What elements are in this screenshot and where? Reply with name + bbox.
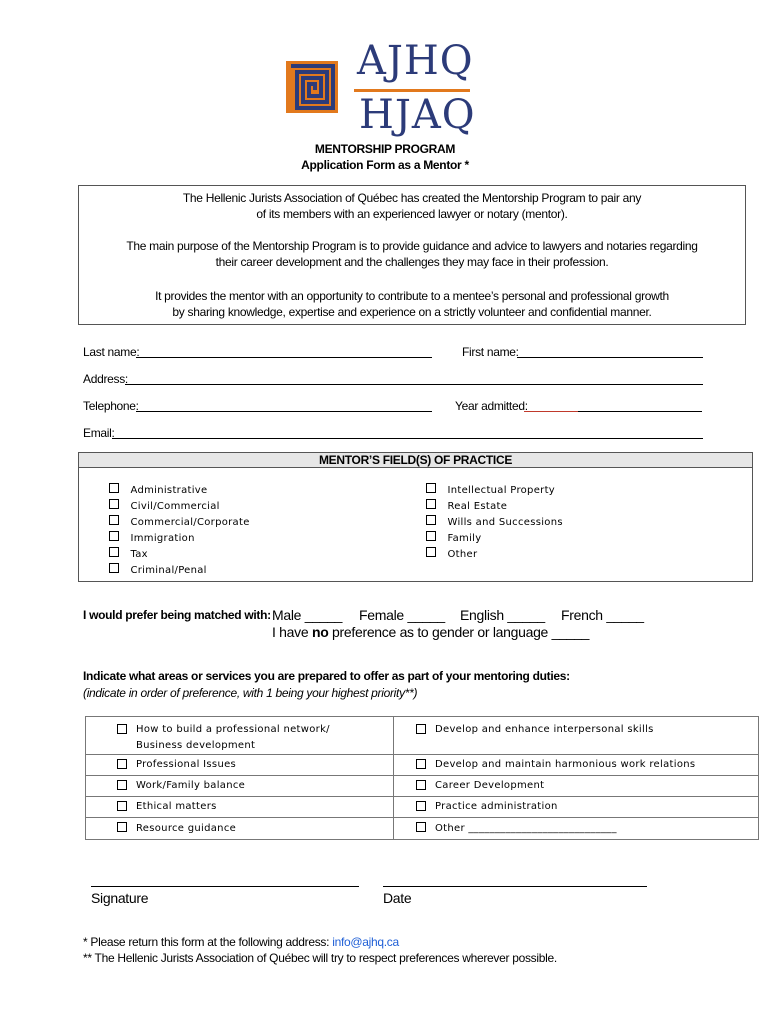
checkbox[interactable] [109,499,119,509]
practice-option-immigration[interactable]: Immigration [109,531,195,547]
checkbox[interactable] [117,724,127,734]
checkbox[interactable] [416,801,426,811]
duty-cell-work-family[interactable]: Work/Family balance [86,776,394,797]
practice-option-civil[interactable]: Civil/Commercial [109,499,220,515]
duty-cell-professional-issues[interactable]: Professional Issues [86,755,394,776]
practice-option-wills[interactable]: Wills and Successions [426,515,563,531]
logo-text-hjaq: HJAQ [359,92,476,138]
first-name-field[interactable] [517,357,703,358]
duties-note: (indicate in order of preference, with 1 being your highest priority**) [83,686,418,700]
checkbox[interactable] [416,759,426,769]
checkbox[interactable] [426,499,436,509]
checkbox[interactable] [426,515,436,525]
practice-option-criminal[interactable]: Criminal/Penal [109,563,207,579]
contact-email-link[interactable]: info@ajhq.ca [332,935,399,949]
practice-option-tax[interactable]: Tax [109,547,148,563]
intro-p3-line2: by sharing knowledge, expertise and experience on a strictly volunteer and confidential manner. [172,305,652,319]
signature-field[interactable] [91,886,359,887]
checkbox[interactable] [109,483,119,493]
match-female[interactable]: Female _____ [359,607,445,623]
year-admitted-field[interactable] [578,411,702,412]
intro-p1-line1: The Hellenic Jurists Association of Québec has created the Mentorship Program to pair any [182,191,642,205]
intro-box [78,185,746,325]
first-name-label: First name: [462,345,519,359]
duty-cell-interpersonal[interactable]: Develop and enhance interpersonal skills [394,717,759,755]
year-admitted-field-start[interactable] [524,411,578,412]
practice-option-other[interactable]: Other [426,547,477,563]
checkbox[interactable] [117,780,127,790]
match-male[interactable]: Male _____ [272,607,343,623]
ajhq-logo-mark-icon [286,61,338,113]
practice-header: MENTOR’S FIELD(S) OF PRACTICE [79,453,752,468]
duty-cell-work-relations[interactable]: Develop and maintain harmonious work relations [394,755,759,776]
checkbox[interactable] [117,822,127,832]
match-english[interactable]: English _____ [460,607,545,623]
email-field[interactable] [112,438,703,439]
checkbox[interactable] [416,780,426,790]
checkbox[interactable] [426,547,436,557]
last-name-label: Last name: [83,345,140,359]
duty-cell-career[interactable]: Career Development [394,776,759,797]
page-title: MENTORSHIP PROGRAM [314,142,456,156]
checkbox[interactable] [109,515,119,525]
no-preference-line[interactable]: I have no preference as to gender or language _____ [272,624,590,640]
practice-option-commercial[interactable]: Commercial/Corporate [109,515,250,531]
intro-p2-line1: The main purpose of the Mentorship Program is to provide guidance and advice to lawyers and notaries regarding [126,239,698,253]
checkbox[interactable] [109,531,119,541]
match-label: I would prefer being matched with: [83,608,271,622]
checkbox[interactable] [117,759,127,769]
practice-option-real-estate[interactable]: Real Estate [426,499,507,515]
practice-option-administrative[interactable]: Administrative [109,483,207,499]
signature-label: Signature [91,890,149,906]
date-label: Date [383,890,412,906]
practice-box [78,452,753,582]
checkbox[interactable] [426,531,436,541]
page-subtitle: Application Form as a Mentor * [301,158,469,172]
practice-option-family[interactable]: Family [426,531,481,547]
duties-heading: Indicate what areas or services you are prepared to offer as part of your mentoring duties: [83,669,570,683]
last-name-field[interactable] [136,357,432,358]
duties-table [85,716,759,840]
duty-cell-practice-admin[interactable]: Practice administration [394,797,759,818]
checkbox[interactable] [109,563,119,573]
checkbox[interactable] [117,801,127,811]
match-french[interactable]: French _____ [561,607,644,623]
duty-cell-ethical[interactable]: Ethical matters [86,797,394,818]
telephone-label: Telephone: [83,399,139,413]
checkbox[interactable] [426,483,436,493]
intro-p1-line2: of its members with an experienced lawyer or notary (mentor). [256,207,568,221]
date-field[interactable] [383,886,647,887]
telephone-field[interactable] [136,411,432,412]
logo-text-ajhq: AJHQ [357,38,474,84]
intro-p3-line1: It provides the mentor with an opportunity to contribute to a mentee’s personal and professional growth [155,289,669,303]
intro-p2-line2: their career development and the challenges they may face in their profession. [215,255,609,269]
checkbox[interactable] [416,822,426,832]
checkbox[interactable] [109,547,119,557]
duty-cell-network[interactable]: How to build a professional network/ Business development [86,717,394,755]
duty-cell-other[interactable]: Other ____________________________ [394,818,759,840]
email-label: Email: [83,426,115,440]
address-field[interactable] [125,384,703,385]
practice-option-ip[interactable]: Intellectual Property [426,483,555,499]
checkbox[interactable] [416,724,426,734]
footer-note-1: * Please return this form at the following address: info@ajhq.ca [83,935,399,949]
duty-cell-resource[interactable]: Resource guidance [86,818,394,840]
year-admitted-label: Year admitted: [455,399,528,413]
address-label: Address: [83,372,128,386]
footer-note-2: ** The Hellenic Jurists Association of Québec will try to respect preferences wherever possible. [83,951,557,965]
